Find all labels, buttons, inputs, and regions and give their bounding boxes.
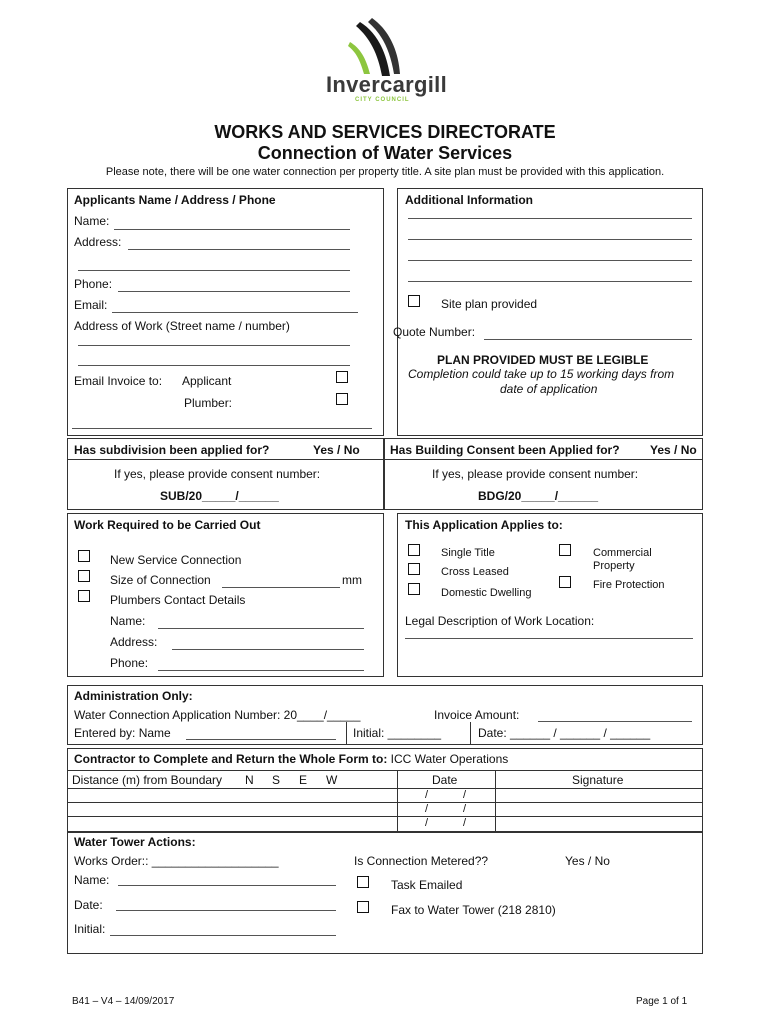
subdivision-yes-no[interactable]: Yes / No (313, 443, 360, 457)
additional-info-section (397, 188, 703, 436)
metered-question: Is Connection Metered?? (354, 854, 489, 868)
entered-by-label: Entered by: Name (74, 726, 171, 740)
quote-number-label: Quote Number: (393, 325, 476, 339)
work-required-heading: Work Required to be Carried Out (74, 518, 261, 532)
date-row-2-sep-a[interactable]: / (425, 803, 429, 815)
cross-leased-checkbox[interactable] (408, 563, 420, 575)
tower-name-label: Name: (74, 873, 110, 887)
size-label: Size of Connection (110, 573, 211, 587)
site-plan-checkbox[interactable] (408, 295, 420, 307)
additional-info-line-4[interactable] (408, 281, 692, 282)
plumber-phone-field[interactable] (158, 670, 364, 671)
fire-protection-checkbox[interactable] (559, 576, 571, 588)
invoice-applicant-checkbox[interactable] (336, 371, 348, 383)
plumber-address-label: Address: (110, 635, 158, 649)
consent-yes-no[interactable]: Yes / No (650, 443, 697, 457)
completion-notice-1: Completion could take up to 15 working days from (408, 367, 675, 381)
fax-tower-checkbox[interactable] (357, 901, 369, 913)
invoice-amount-label: Invoice Amount: (434, 708, 520, 722)
site-plan-label: Site plan provided (441, 297, 538, 311)
date-row-1-sep-a[interactable]: / (425, 789, 429, 801)
works-order-field[interactable]: Works Order:: ___________________ (74, 854, 279, 868)
commercial-label-1: Commercial (593, 547, 652, 559)
applicant-heading: Applicants Name / Address / Phone (74, 193, 276, 207)
additional-info-line-3[interactable] (408, 260, 692, 261)
applicant-phone-field[interactable] (118, 291, 350, 292)
commercial-label-2: Property (593, 560, 635, 572)
plumber-address-field[interactable] (172, 649, 364, 650)
plumbers-checkbox[interactable] (78, 590, 90, 602)
date-row-2-sep-b[interactable]: / (463, 803, 467, 815)
new-service-checkbox[interactable] (78, 550, 90, 562)
logo-swoosh-icon (346, 16, 406, 78)
contractor-heading (74, 752, 508, 766)
work-address-label: Address of Work (Street name / number) (74, 319, 290, 333)
size-checkbox[interactable] (78, 570, 90, 582)
additional-info-line-2[interactable] (408, 239, 692, 240)
invoice-plumber-label: Plumber: (184, 396, 233, 410)
entered-by-field[interactable] (186, 739, 336, 740)
new-service-label: New Service Connection (110, 553, 242, 567)
tower-initial-field[interactable] (110, 935, 336, 936)
quote-number-field[interactable] (484, 339, 692, 340)
subdivision-number-field[interactable]: SUB/20_____/______ (160, 489, 279, 503)
legible-notice: PLAN PROVIDED MUST BE LEGIBLE (437, 353, 649, 367)
admin-heading: Administration Only: (74, 689, 193, 703)
water-tower-heading: Water Tower Actions: (74, 835, 196, 849)
admin-date-field[interactable]: Date: ______ / ______ / ______ (478, 726, 651, 740)
dir-w: W (326, 773, 338, 787)
dir-n: N (245, 773, 254, 787)
legal-description-field[interactable] (405, 638, 693, 639)
applicant-phone-label: Phone: (74, 277, 113, 291)
form-code: B41 – V4 – 14/09/2017 (72, 996, 175, 1007)
single-title-checkbox[interactable] (408, 544, 420, 556)
applicant-name-label: Name: (74, 214, 110, 228)
logo-subtitle: CITY COUNCIL (355, 97, 410, 103)
tower-date-label: Date: (74, 898, 103, 912)
applicant-email-field[interactable] (112, 312, 358, 313)
page-number: Page 1 of 1 (636, 996, 688, 1007)
commercial-checkbox[interactable] (559, 544, 571, 556)
invoice-amount-field[interactable] (538, 721, 692, 722)
single-title-label: Single Title (441, 547, 495, 559)
dir-e: E (299, 773, 308, 787)
work-address-field[interactable] (78, 345, 350, 346)
applies-to-heading: This Application Applies to: (405, 518, 563, 532)
invoice-plumber-checkbox[interactable] (336, 393, 348, 405)
consent-ifyes: If yes, please provide consent number: (432, 467, 639, 481)
signature-header: Signature (572, 773, 624, 787)
dir-s: S (272, 773, 281, 787)
task-emailed-label: Task Emailed (391, 878, 463, 892)
consent-question: Has Building Consent been Applied for? (390, 443, 620, 457)
work-address-field-2[interactable] (78, 365, 350, 366)
logo-wordmark: Invercargill (326, 72, 447, 97)
applicant-address-label: Address: (74, 235, 122, 249)
metered-yes-no[interactable]: Yes / No (565, 854, 610, 868)
applicant-name-field[interactable] (114, 229, 350, 230)
cross-leased-label: Cross Leased (441, 566, 509, 578)
contractor-destination: ICC Water Operations (390, 752, 509, 766)
admin-initial-field[interactable]: Initial: ________ (353, 726, 442, 740)
additional-info-heading: Additional Information (405, 193, 533, 207)
plumbers-label: Plumbers Contact Details (110, 593, 246, 607)
date-header: Date (432, 773, 458, 787)
distance-header: Distance (m) from Boundary (72, 773, 223, 787)
task-emailed-checkbox[interactable] (357, 876, 369, 888)
plumber-name-label: Name: (110, 614, 146, 628)
date-row-3-sep-a[interactable]: / (425, 817, 429, 829)
additional-info-line-1[interactable] (408, 218, 692, 219)
app-number-field[interactable]: Water Connection Application Number: 20____/_____ (74, 708, 361, 722)
tower-initial-label: Initial: (74, 922, 106, 936)
fire-protection-label: Fire Protection (593, 579, 665, 591)
subdivision-question: Has subdivision been applied for? (74, 443, 270, 457)
tower-name-field[interactable] (118, 885, 336, 886)
subdivision-ifyes: If yes, please provide consent number: (114, 467, 321, 481)
plumber-phone-label: Phone: (110, 656, 149, 670)
tower-date-field[interactable] (116, 910, 336, 911)
domestic-dwelling-checkbox[interactable] (408, 583, 420, 595)
intro-note: Please note, there will be one water connection per property title. A site plan must be provided with this application. (105, 166, 665, 178)
completion-notice-2: date of application (500, 382, 598, 396)
page-title: WORKS AND SERVICES DIRECTORATE (214, 122, 556, 142)
contractor-heading-text: Contractor to Complete and Return the Whole Form to: (74, 752, 388, 766)
applicant-address-field-2[interactable] (78, 270, 350, 271)
consent-number-field[interactable]: BDG/20_____/______ (478, 489, 599, 503)
page-subtitle: Connection of Water Services (257, 143, 513, 163)
invoice-email-field[interactable] (72, 428, 372, 429)
email-invoice-label: Email Invoice to: (74, 374, 163, 388)
applicant-address-field[interactable] (128, 249, 350, 250)
size-unit: mm (342, 573, 362, 587)
fax-tower-label: Fax to Water Tower (218 2810) (391, 903, 556, 917)
applicant-email-label: Email: (74, 298, 108, 312)
size-field[interactable] (222, 587, 340, 588)
legal-description-label: Legal Description of Work Location: (405, 614, 595, 628)
date-row-1-sep-b[interactable]: / (463, 789, 467, 801)
domestic-dwelling-label: Domestic Dwelling (441, 587, 532, 599)
invoice-applicant-label: Applicant (182, 374, 232, 388)
plumber-name-field[interactable] (158, 628, 364, 629)
date-row-3-sep-b[interactable]: / (463, 817, 467, 829)
